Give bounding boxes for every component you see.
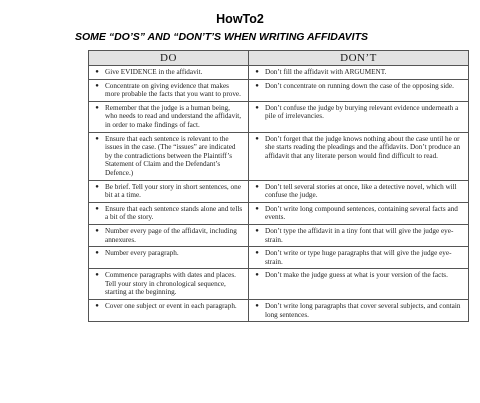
dont-text: Don’t write long compound sentences, containing several facts and events. <box>265 204 458 222</box>
dont-text: Don’t write long paragraphs that cover several subjects, and contain long sentences. <box>265 302 461 319</box>
dont-text: Don’t forget that the judge knows nothing about the case until he or she starts reading the pleadings and the affidavits. Don’t produce an affidavit that any literate person would find difficult to read. <box>265 134 461 160</box>
bullet-icon: ● <box>255 227 259 234</box>
table-row <box>89 202 469 224</box>
do-text: Concentrate on giving evidence that makes more probable the facts that you want to prove. <box>105 81 241 99</box>
do-text: Commence paragraphs with dates and places. Tell your story in chronological sequence, starting at the beginning. <box>105 271 236 297</box>
dont-cell <box>249 300 469 322</box>
table-row <box>89 101 469 132</box>
document-title: HowTo2 <box>216 12 264 26</box>
bullet-icon: ● <box>255 250 259 257</box>
do-cell <box>89 300 249 322</box>
dont-text: Don’t make the judge guess at what is your version of the facts. <box>265 271 448 280</box>
dont-cell <box>249 101 469 132</box>
do-cell <box>89 202 249 224</box>
table-row <box>89 79 469 101</box>
bullet-icon: ● <box>95 303 99 310</box>
bullet-icon: ● <box>95 82 99 89</box>
table-row <box>89 132 469 180</box>
dont-text: Don’t fill the affidavit with ARGUMENT. <box>265 68 387 76</box>
do-cell <box>89 132 249 180</box>
table-header-row <box>89 51 469 66</box>
do-text: Cover one subject or event in each paragraph. <box>105 302 237 311</box>
header-do: DO <box>89 51 249 66</box>
dont-cell <box>249 180 469 202</box>
do-cell <box>89 180 249 202</box>
dont-cell <box>249 79 469 101</box>
table-row <box>89 247 469 269</box>
bullet-icon: ● <box>255 82 259 89</box>
dos-donts-table <box>88 50 469 322</box>
document-subtitle: SOME “DO’S” AND “DON’T’S WHEN WRITING AFFIDAVITS <box>75 31 369 43</box>
table-row <box>89 66 469 80</box>
bullet-icon: ● <box>255 303 259 310</box>
do-text: Ensure that each sentence is relevant to the issues in the case. (The “issues” are indicated by the contradictions between the Plaintiff’s Statement of Claim and the Defendant’s Defence.) <box>105 134 236 177</box>
dont-cell <box>249 224 469 246</box>
dont-text: Don’t confuse the judge by burying relevant evidence underneath a pile of irrelevancies. <box>265 103 459 121</box>
header-dont: DON’T <box>249 51 469 66</box>
dont-text: Don’t tell several stories at once, like a detective novel, which will confuse the judge. <box>265 182 457 200</box>
bullet-icon: ● <box>255 104 259 111</box>
dont-text: Don’t write or type huge paragraphs that will give the judge eye-strain. <box>265 249 452 266</box>
dont-cell <box>249 202 469 224</box>
do-cell <box>89 224 249 246</box>
bullet-icon: ● <box>255 135 259 142</box>
bullet-icon: ● <box>95 69 99 75</box>
bullet-icon: ● <box>95 227 99 234</box>
bullet-icon: ● <box>95 272 99 279</box>
do-cell <box>89 101 249 132</box>
dont-cell <box>249 269 469 300</box>
do-text: Ensure that each sentence stands alone and tells a bit of the story. <box>105 204 243 222</box>
dont-cell <box>249 66 469 80</box>
do-text: Number every page of the affidavit, including annexures. <box>105 226 237 244</box>
do-text: Give EVIDENCE in the affidavit. <box>105 68 203 76</box>
bullet-icon: ● <box>255 69 259 75</box>
dont-cell <box>249 247 469 269</box>
do-cell <box>89 66 249 80</box>
do-text: Number every paragraph. <box>105 249 179 258</box>
do-cell <box>89 79 249 101</box>
do-cell <box>89 269 249 300</box>
bullet-icon: ● <box>95 250 99 257</box>
do-text: Remember that the judge is a human being, who needs to read and understand the affidavit, in order to make findings of fact. <box>105 103 241 129</box>
dont-text: Don’t concentrate on running down the case of the opposing side. <box>265 81 454 90</box>
bullet-icon: ● <box>255 183 259 190</box>
bullet-icon: ● <box>95 104 99 111</box>
dont-cell <box>249 132 469 180</box>
bullet-icon: ● <box>255 205 259 212</box>
table-row <box>89 180 469 202</box>
do-text: Be brief. Tell your story in short sentences, one bit at a time. <box>105 182 241 200</box>
do-cell <box>89 247 249 269</box>
table-row <box>89 269 469 300</box>
bullet-icon: ● <box>255 272 259 279</box>
bullet-icon: ● <box>95 205 99 212</box>
table-row <box>89 224 469 246</box>
bullet-icon: ● <box>95 135 99 142</box>
dont-text: Don’t type the affidavit in a tiny font that will give the judge eye-strain. <box>265 226 454 244</box>
bullet-icon: ● <box>95 183 99 190</box>
table-row <box>89 300 469 322</box>
